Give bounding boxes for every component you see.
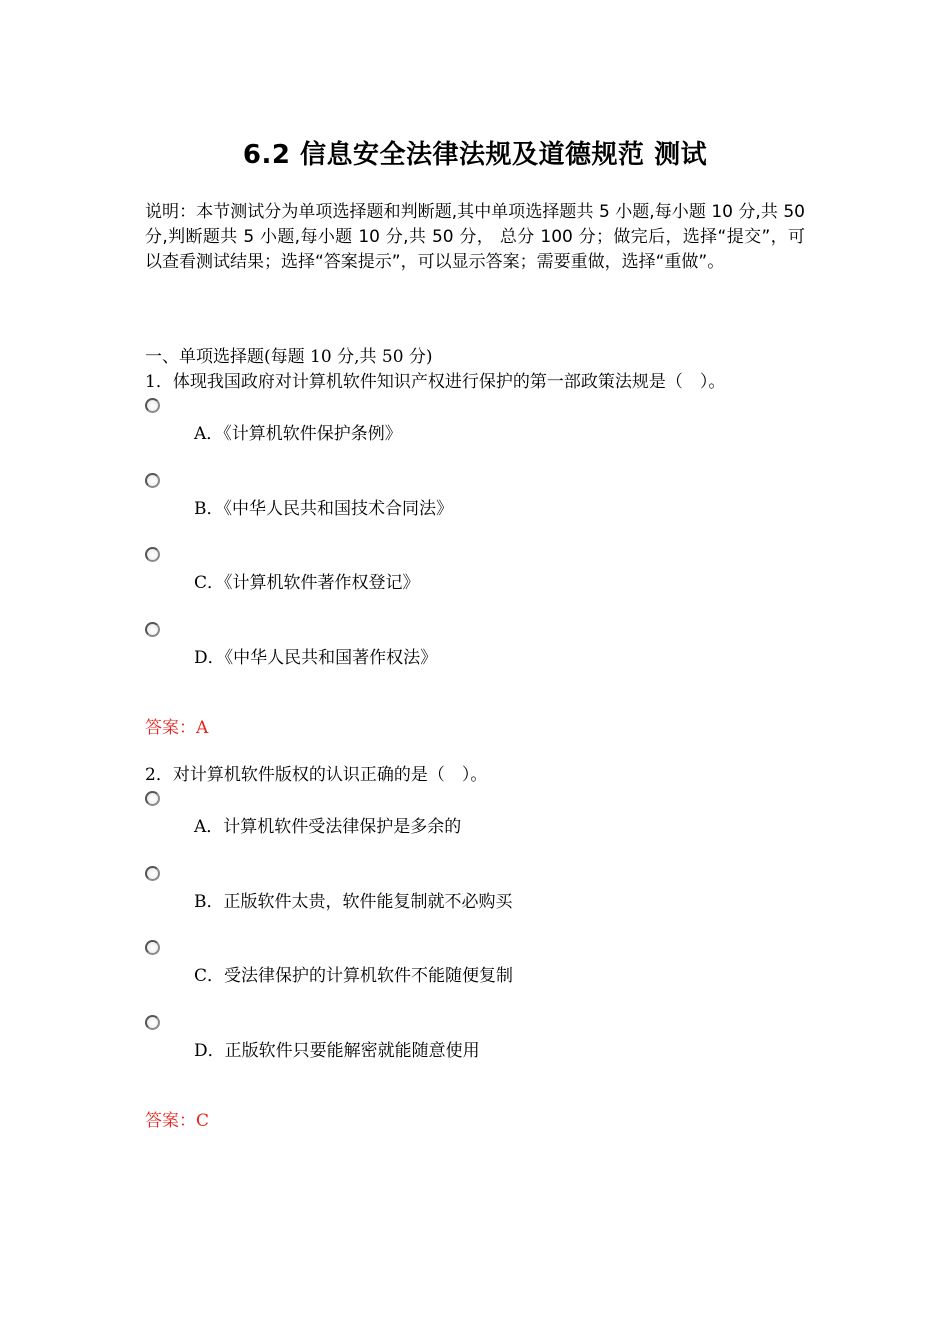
question-2-option-a-radio-icon[interactable]	[145, 791, 160, 806]
question-2-option-d-radio-icon[interactable]	[145, 1015, 160, 1030]
instructions-text: 说明：本节测试分为单项选择题和判断题,其中单项选择题共 5 小题,每小题 10 分,共 50 分,判断题共 5 小题,每小题 10 分,共 50 分， 总分 100 分；做完后，选择“提交”，可以查看测试结果；选择“答案提示”，可以显示答案；需要重做，选择“重做”。	[145, 202, 805, 272]
question-2-answer: 答案：C	[145, 1111, 210, 1131]
question-1-option-c-radio-icon[interactable]	[145, 547, 160, 562]
question-1-option-d: D．《中华人民共和国著作权法》	[194, 648, 438, 668]
question-1-option-d-radio-icon[interactable]	[145, 622, 160, 637]
question-2-option-c-radio-icon[interactable]	[145, 940, 160, 955]
question-2-option-b: B．正版软件太贵，软件能复制就不必购买	[194, 892, 513, 912]
question-2-option-a: A．计算机软件受法律保护是多余的	[194, 817, 462, 837]
question-1-option-c: C．《计算机软件著作权登记》	[194, 573, 420, 593]
question-1-option-b-radio-icon[interactable]	[145, 473, 160, 488]
section-heading: 一、单项选择题(每题 10 分,共 50 分)	[145, 347, 433, 367]
question-2-option-b-radio-icon[interactable]	[145, 866, 160, 881]
question-1-option-b: B．《中华人民共和国技术合同法》	[194, 499, 453, 519]
question-1-option-a-radio-icon[interactable]	[145, 398, 160, 413]
question-1-stem: 1．体现我国政府对计算机软件知识产权进行保护的第一部政策法规是（ ）。	[145, 372, 726, 392]
question-1-option-a: A．《计算机软件保护条例》	[194, 424, 402, 444]
question-2-option-c: C．受法律保护的计算机软件不能随便复制	[194, 966, 514, 986]
page-title: 6.2 信息安全法律法规及道德规范 测试	[242, 140, 708, 170]
question-2-stem: 2．对计算机软件版权的认识正确的是（ ）。	[145, 765, 488, 785]
question-1-answer: 答案：A	[145, 718, 209, 738]
question-2-option-d: D．正版软件只要能解密就能随意使用	[194, 1041, 480, 1061]
